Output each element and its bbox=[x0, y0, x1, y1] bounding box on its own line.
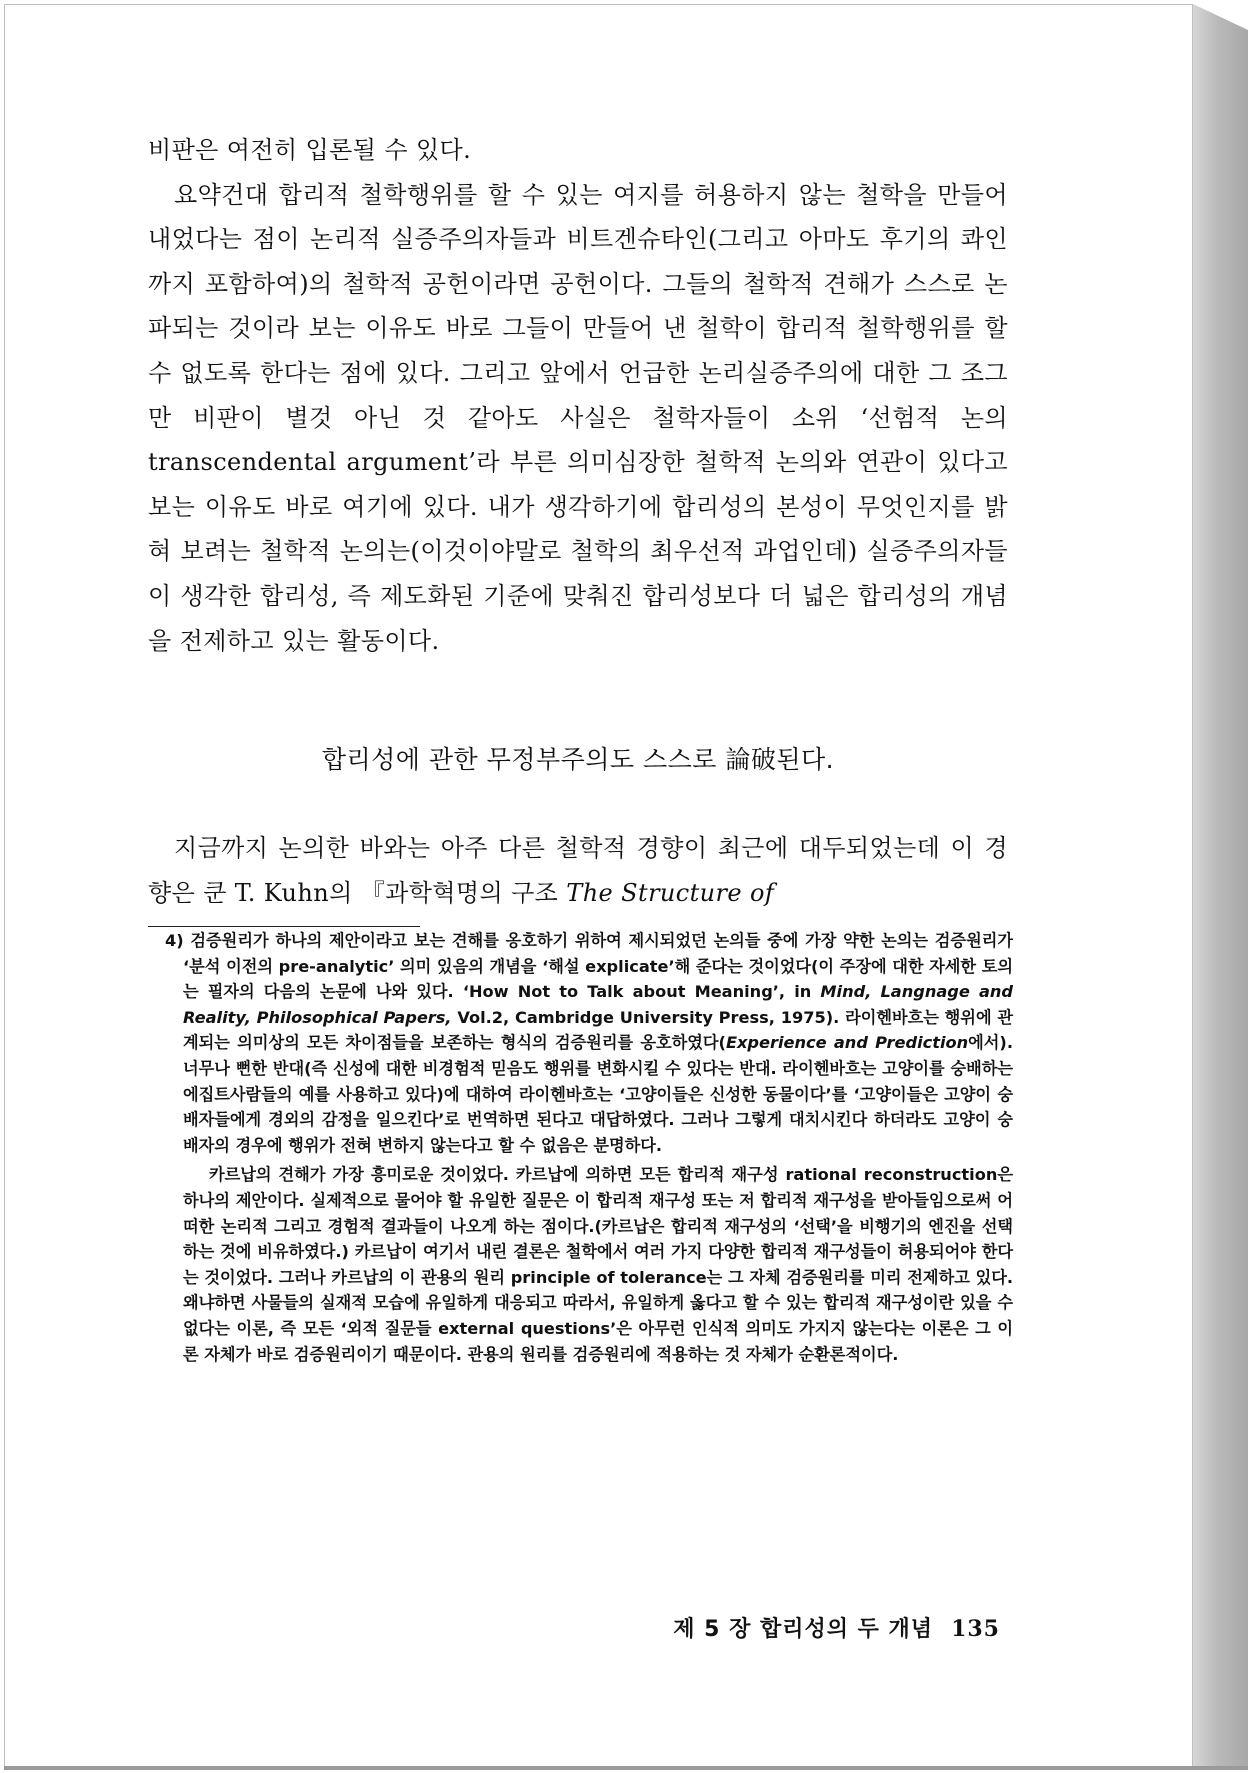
page-number: 135 bbox=[951, 1616, 1000, 1642]
footnote-4-text-b: Vol.2, Cambridge University Press, 1975). 라이헨바흐는 행위에 관계되는 의미상의 모든 차이점들을 보존하는 형식의 검증원리를 옹호하였다( bbox=[183, 1007, 1013, 1053]
paragraph-main: 요약건대 합리적 철학행위를 할 수 있는 여지를 허용하지 않는 철학을 만들어 내었다는 점이 논리적 실증주의자들과 비트겐슈타인(그리고 아마도 후기의 콰인까지 포함하여)의 철학적 공헌이라면 공헌이다. 그들의 철학적 견해가 스스로 논파되는 것이라 보는 이유도 바로 그들이 만들어 낸 철학이 합리적 철학행위를 할 수 없도록 한다는 점에 있다. 그리고 앞에서 언급한 논리실증주의에 대한 그 조그만 비판이 별것 아닌 것 같아도 사실은 철학자들이 소위 ‘선험적 논의 transcendental argument’라 부른 의미심장한 철학적 논의와 연관이 있다고 보는 이유도 바로 여기에 있다. 내가 생각하기에 합리성의 본성이 무엇인지를 밝혀 보려는 철학적 논의는(이것이야말로 철학의 최우선적 과업인데) 실증주의자들이 생각한 합리성, 즉 제도화된 기준에 맞춰진 합리성보다 더 넓은 합리성의 개념을 전제하고 있는 활동이다. bbox=[148, 180, 1008, 655]
body-text-top bbox=[148, 128, 1008, 663]
page-bottom-edge bbox=[4, 1766, 1248, 1770]
footnote-4-text-c: 에서). 너무나 뻔한 반대(즉 신성에 대한 비경험적 믿음도 행위를 변화시킬 수 있다는 반대. 라이헨바흐는 고양이를 숭배하는 에집트사람들의 예를 사용하고 있다)에 대하여 라이헨바흐는 ‘고양이들은 신성한 동물이다’를 ‘고양이들은 고양이 숭배자들에게 경외의 감정을 일으킨다’로 번역하면 된다고 대답하였다. 그러나 그렇게 대치시킨다 하더라도 고양이 숭배자의 경우에 행위가 전혀 변하지 않는다고 할 수 없음은 분명하다. bbox=[183, 1033, 1013, 1155]
footnotes bbox=[165, 928, 1013, 1367]
section-heading: 합리성에 관한 무정부주의도 스스로 論破된다. bbox=[321, 745, 835, 774]
book-spine-edge bbox=[1193, 4, 1248, 1769]
footnote-4-text-a: 4) 검증원리가 하나의 제안이라고 보는 견해를 옹호하기 위하여 제시되었던 논의들 중에 가장 약한 논의는 검증원리가 ‘분석 이전의 pre-analytic’ 의미 있음의 개념을 ‘해설 explicate’해 준다는 것이었다(이 주장에 대한 자세한 토의는 필자의 다음의 논문에 나와 있다. ‘How Not to Talk about Meaning’, in bbox=[165, 931, 1013, 1002]
footnote-4-second-paragraph: 카르납의 견해가 가장 흥미로운 것이었다. 카르납에 의하면 모든 합리적 재구성 rational reconstruction은 하나의 제안이다. 실제적으로 물어야 할 유일한 질문은 이 합리적 재구성 또는 저 합리적 재구성을 받아들임으로써 어떠한 논리적 그리고 경험적 결과들이 나오게 하는 점이다.(카르납은 합리적 재구성의 ‘선택’을 비행기의 엔진을 선택하는 것에 비유하였다.) 카르납이 여기서 내린 결론은 철학에서 여러 가지 다양한 합리적 재구성들이 허용되어야 한다는 것이었다. 그러나 카르납의 이 관용의 원리 principle of tolerance는 그 자체 검증원리를 미리 전제하고 있다. 왜냐하면 사물들의 실재적 모습에 유일하게 대응되고 따라서, 유일하게 옳다고 할 수 있는 합리적 재구성이란 있을 수 없다는 이론, 즉 모든 ‘외적 질문들 external questions’은 아무런 인식적 의미도 가지지 않는다는 이론은 그 이론 자체가 바로 검증원리이기 때문이다. 관용의 원리를 검증원리에 적용하는 것 자체가 순환론적이다. bbox=[183, 1165, 1013, 1364]
running-footer bbox=[600, 1612, 1000, 1643]
chapter-title: 제 5 장 합리성의 두 개념 bbox=[673, 1617, 934, 1642]
body-text-after-heading bbox=[148, 826, 1008, 915]
footnote-divider bbox=[148, 926, 420, 927]
footnote-4 bbox=[165, 928, 1013, 1158]
paragraph-continuation: 비판은 여전히 입론될 수 있다. bbox=[148, 136, 472, 164]
footnote-4-italic-b: Experience and Prediction bbox=[725, 1033, 969, 1053]
paragraph-after-heading bbox=[148, 826, 1008, 915]
footnote-4-italic-a: Mind, Langnage and Reality, Philosophical Papers, bbox=[183, 982, 1013, 1027]
paragraph-after-heading-text: 지금까지 논의한 바와는 아주 다른 철학적 경향이 최근에 대두되었는데 이 경향은 쿤 T. Kuhn의 『과학혁명의 구조 bbox=[148, 834, 1009, 907]
book-title-italic: The Structure of bbox=[566, 878, 775, 907]
